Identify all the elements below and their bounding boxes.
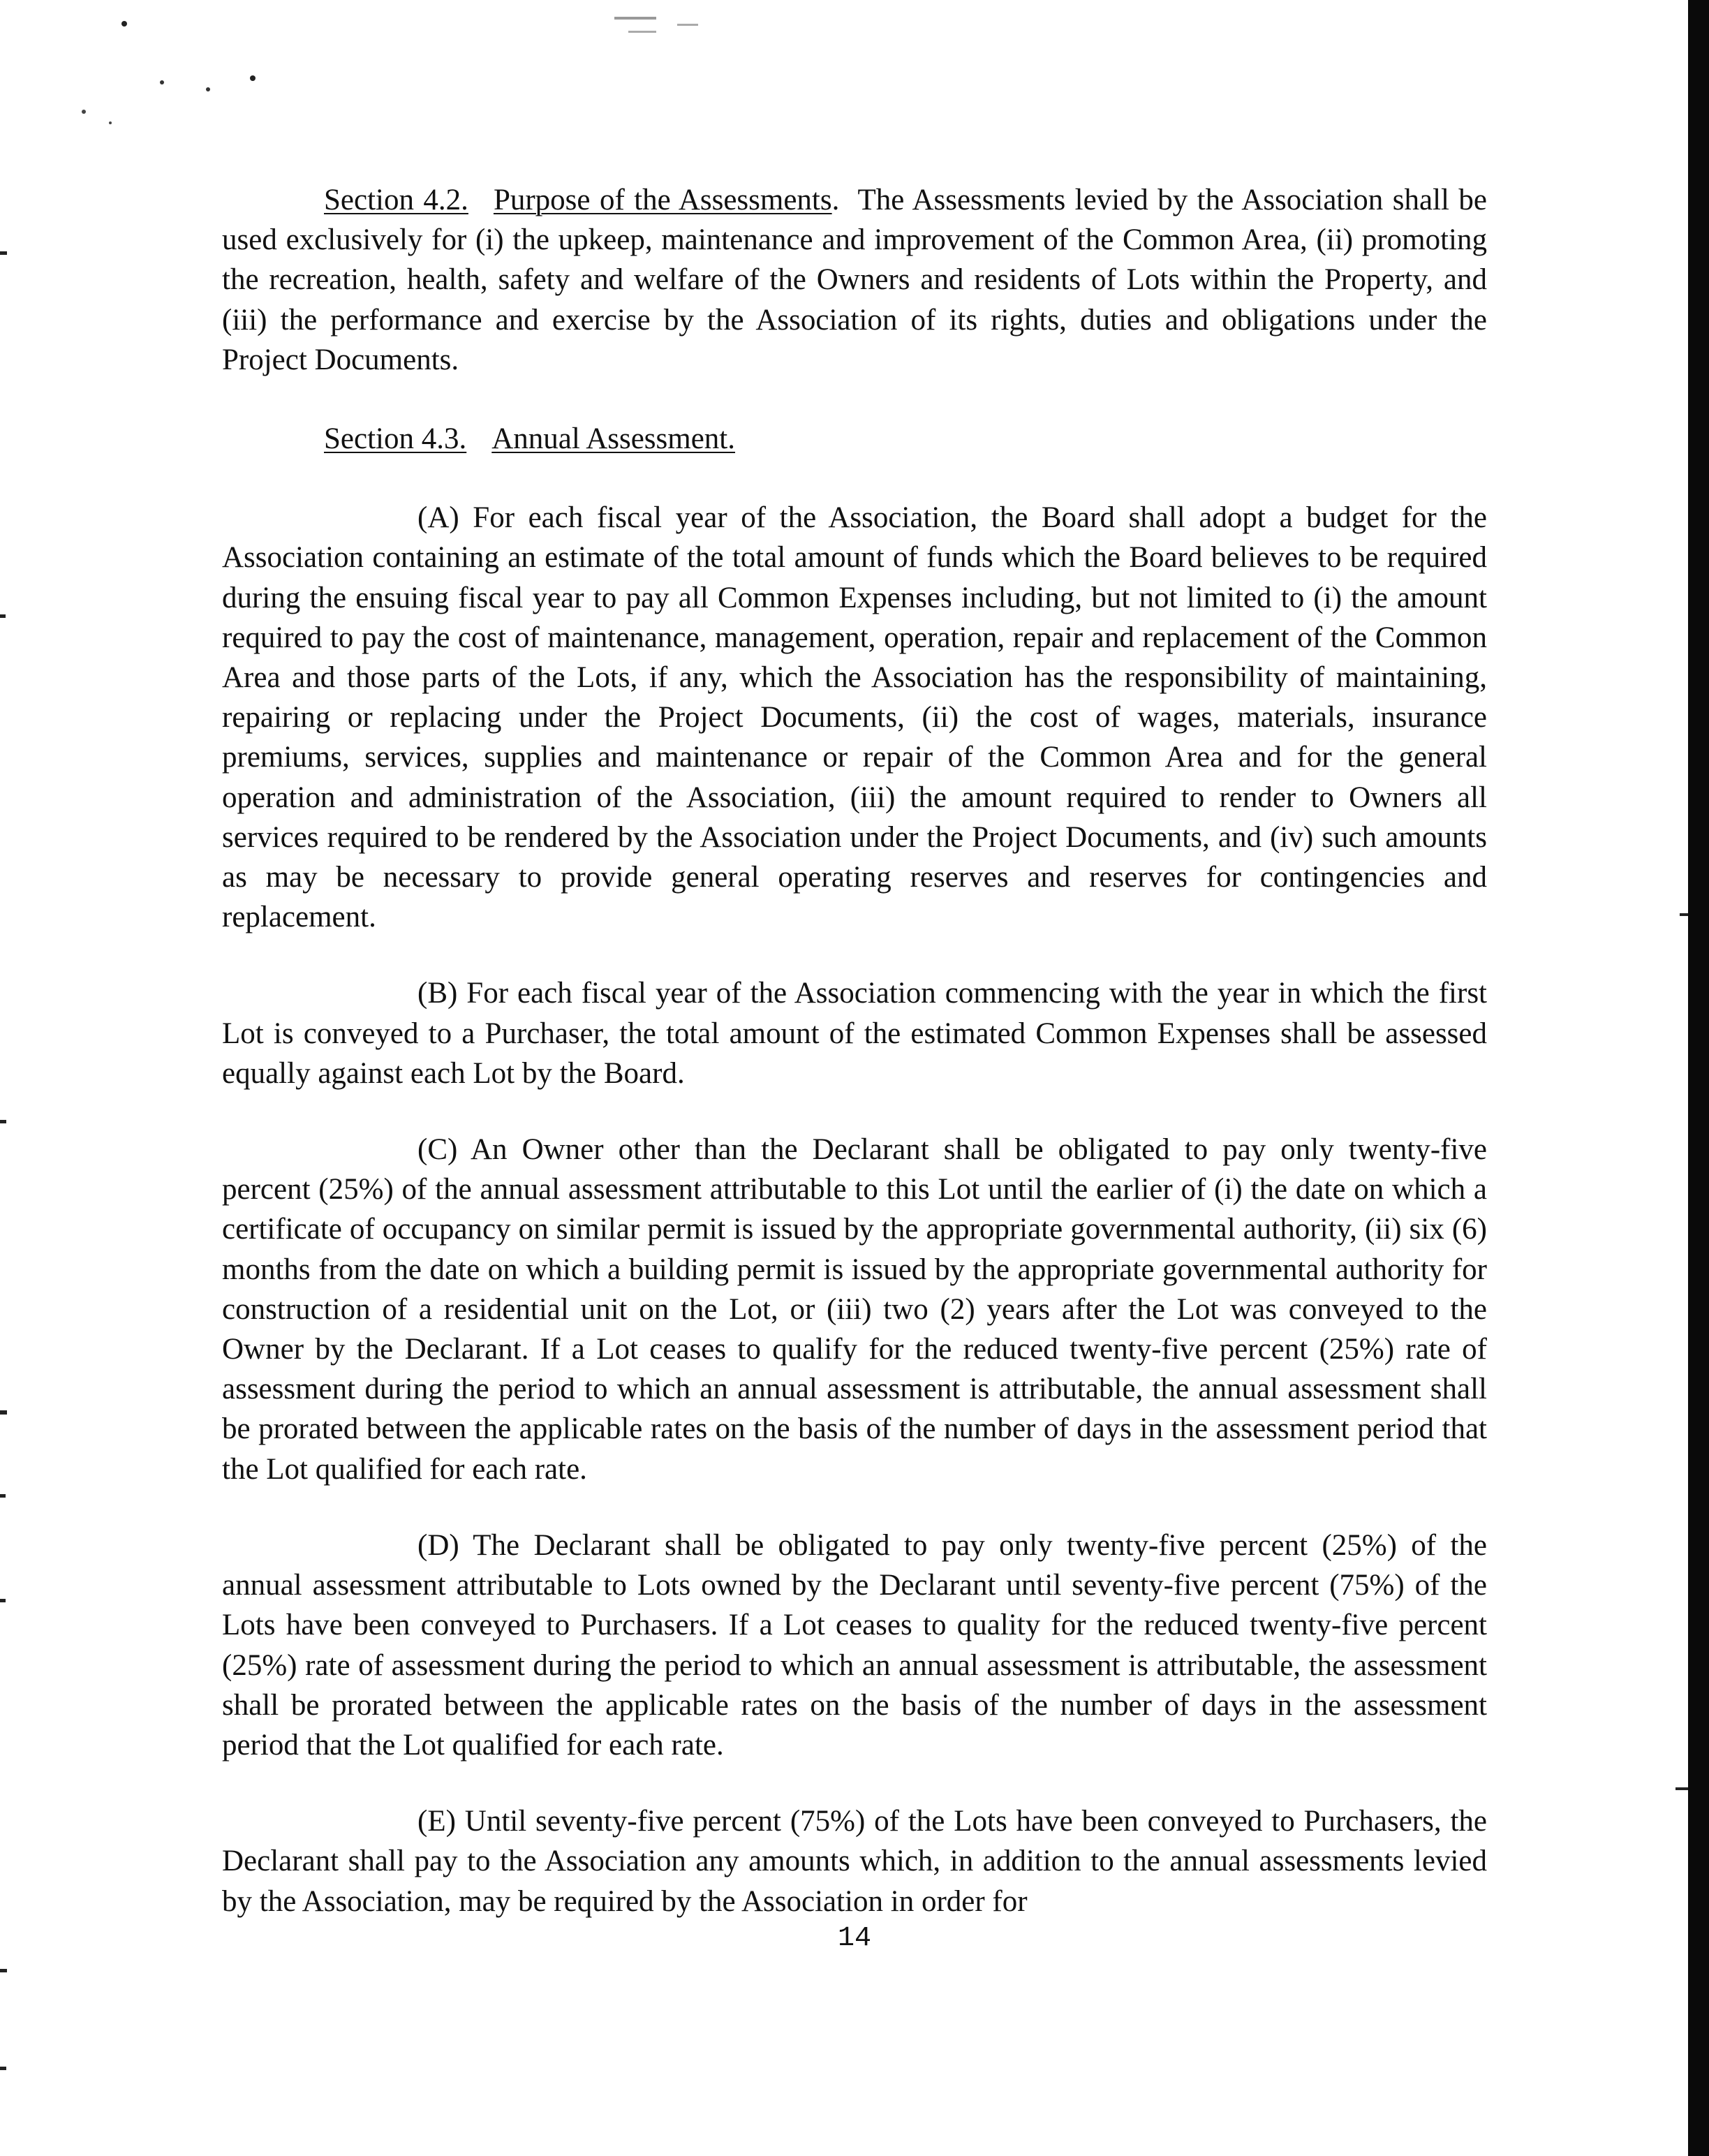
section-4-3-title: Annual Assessment. bbox=[491, 422, 736, 456]
section-4-2-body: The Assessments levied by the Association shall be used exclusively for (i) the upkeep, maintenance and improvement of the Common Area, (ii) promoting the recreation, health, safety and welfare of the Owners and residents of Lots within the Property, and (iii) the performance and exercise by the Association of its rights, duties and obligations under the Project Documents. bbox=[222, 184, 1487, 376]
paragraph-c: (C) An Owner other than the Declarant shall be obligated to pay only twenty-five percent (25%) of the annual assessment attributable to this Lot until the earlier of (i) the date on which a certificate of occupancy on similar permit is issued by the appropriate governmental authority, (ii) six (6) months from the date on which a building permit is issued by the appropriate governmental authority for construction of a residential unit on the Lot, or (iii) two (2) years after the Lot was conveyed to the Owner by the Declarant. If a Lot ceases to qualify for the reduced twenty-five percent (25%) rate of assessment during the period to which an annual assessment is attributable, the annual assessment shall be prorated between the applicable rates on the basis of the number of days in the assessment period that the Lot qualified for each rate. bbox=[222, 1133, 1487, 1486]
section-4-3-number: Section 4.3. bbox=[324, 422, 467, 456]
scan-border bbox=[1688, 0, 1709, 2156]
paragraph-d: (D) The Declarant shall be obligated to pay only twenty-five percent (25%) of the annual assessment attributable to Lots owned by the Declarant until seventy-five percent (75%) of the Lots have been conveyed to Purchasers. If a Lot ceases to quality for the reduced twenty-five percent (25%) rate of assessment during the period to which an annual assessment is attributable, the assessment shall be prorated between the applicable rates on the basis of the number of days in the assessment period that the Lot qualified for each rate. bbox=[222, 1528, 1487, 1762]
page-number: 14 bbox=[837, 1923, 871, 1954]
section-4-2-paragraph: Section 4.2. Purpose of the Assessments. The Assessments levied by the Association shall be used exclusively for (i) the upkeep, maintenance and improvement of the Common Area, (ii) promoting the recreation, health, safety and welfare of the Owners and residents of Lots within the Property, and (iii) the performance and exercise by the Association of its rights, duties and obligations under the Project Documents. bbox=[222, 184, 1487, 376]
section-4-3-heading bbox=[222, 419, 1487, 459]
paragraph-a: (A) For each fiscal year of the Association, the Board shall adopt a budget for the Association containing an estimate of the total amount of funds which the Board believes to be required during the ensuing fiscal year to pay all Common Expenses including, but not limited to (i) the amount required to pay the cost of maintenance, management, operation, repair and replacement of the Common Area and those parts of the Lots, if any, which the Association has the responsibility of maintaining, repairing or replacing under the Project Documents, (ii) the cost of wages, materials, insurance premiums, services, supplies and maintenance or repair of the Common Area and for the general operation and administration of the Association, (iii) the amount required to render to Owners all services required to be rendered by the Association under the Project Documents, and (iv) such amounts as may be necessary to provide general operating reserves and reserves for contingencies and replacement. bbox=[222, 501, 1487, 934]
document-body bbox=[222, 180, 1487, 1921]
section-4-2-title: Purpose of the Assessments bbox=[493, 184, 832, 216]
section-4-2-number: Section 4.2. bbox=[324, 184, 468, 216]
paragraph-e: (E) Until seventy-five percent (75%) of the Lots have been conveyed to Purchasers, the Declarant shall pay to the Association any amounts which, in addition to the annual assessments levied by the Association, may be required by the Association in order for bbox=[222, 1805, 1487, 1918]
paragraph-b: (B) For each fiscal year of the Association commencing with the year in which the first Lot is conveyed to a Purchaser, the total amount of the estimated Common Expenses shall be assessed equally against each Lot by the Board. bbox=[222, 977, 1487, 1090]
